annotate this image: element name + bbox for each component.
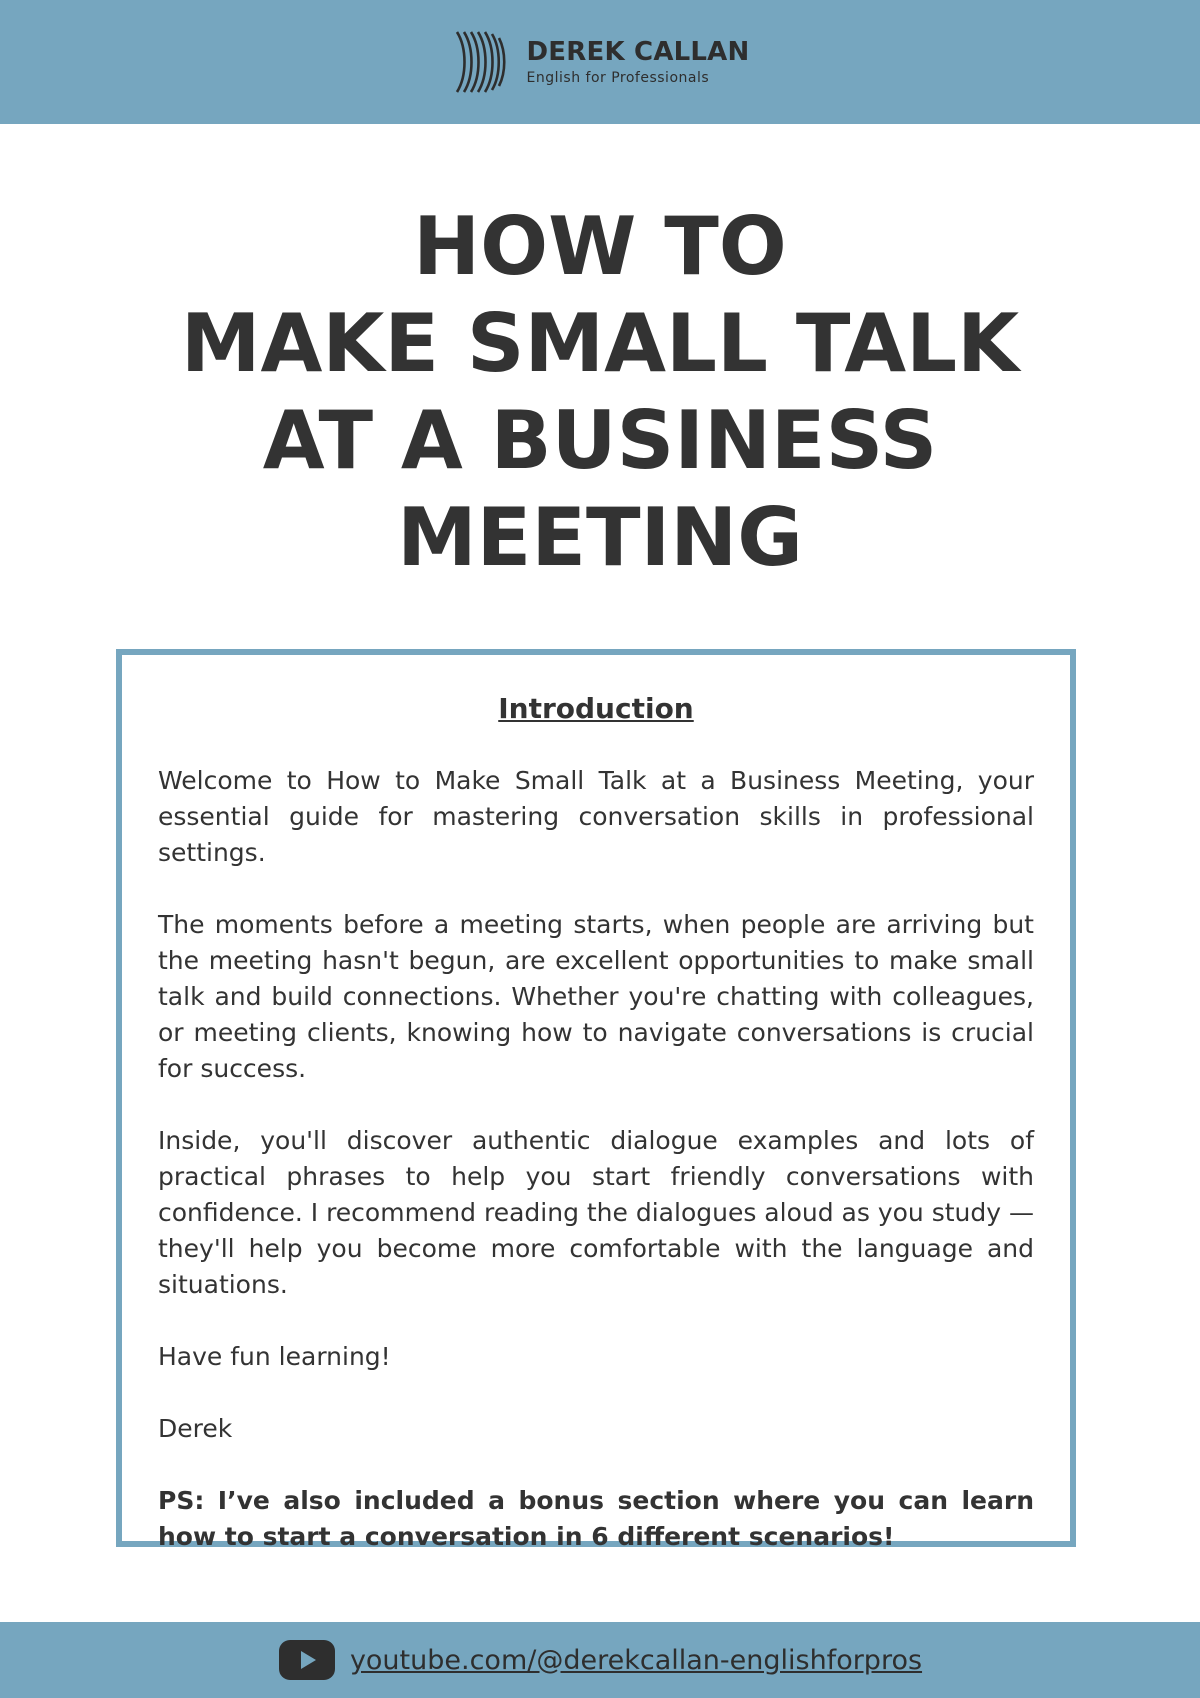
brand-logo (451, 28, 750, 96)
intro-paragraph: Inside, you'll discover authentic dialogue examples and lots of practical phrases to help you start friendly conversations with confidence. I recommend reading the dialogues aloud as you study — they'll help you become more comfortable with the language and situations. (158, 1126, 1034, 1299)
intro-paragraph: The moments before a meeting starts, when people are arriving but the meeting hasn't begun, are excellent opportunities to make small talk and build connections. Whether you're chatting with colleagues, or meeting clients, knowing how to navigate conversations is crucial for success. (158, 910, 1034, 1083)
title-line: MAKE SMALL TALK (180, 297, 1020, 390)
brand-tagline: English for Professionals (526, 70, 710, 86)
ps-note: PS: I’ve also included a bonus section where you can learn how to start a conversation in 6 different scenarios! (158, 1486, 1034, 1551)
youtube-channel-link[interactable]: youtube.com/@derekcallan-englishforpros (349, 1644, 923, 1676)
youtube-icon (278, 1639, 336, 1681)
introduction-box (116, 649, 1076, 1551)
intro-paragraph: Welcome to How to Make Small Talk at a Business Meeting, your essential guide for mastering conversation skills in professional settings. (158, 766, 1034, 867)
title-line: MEETING (397, 491, 803, 584)
introduction-heading: Introduction (498, 692, 694, 725)
title-line: AT A BUSINESS (262, 394, 938, 487)
page-footer (0, 1622, 1200, 1698)
page-header (0, 0, 1200, 124)
page-title (0, 198, 1200, 586)
title-line: HOW TO (413, 200, 787, 293)
brand-name: DEREK CALLAN (526, 37, 750, 67)
fingerprint-arcs-icon (451, 28, 513, 96)
author-signature: Derek (158, 1414, 233, 1443)
sign-off-line: Have fun learning! (158, 1342, 391, 1371)
